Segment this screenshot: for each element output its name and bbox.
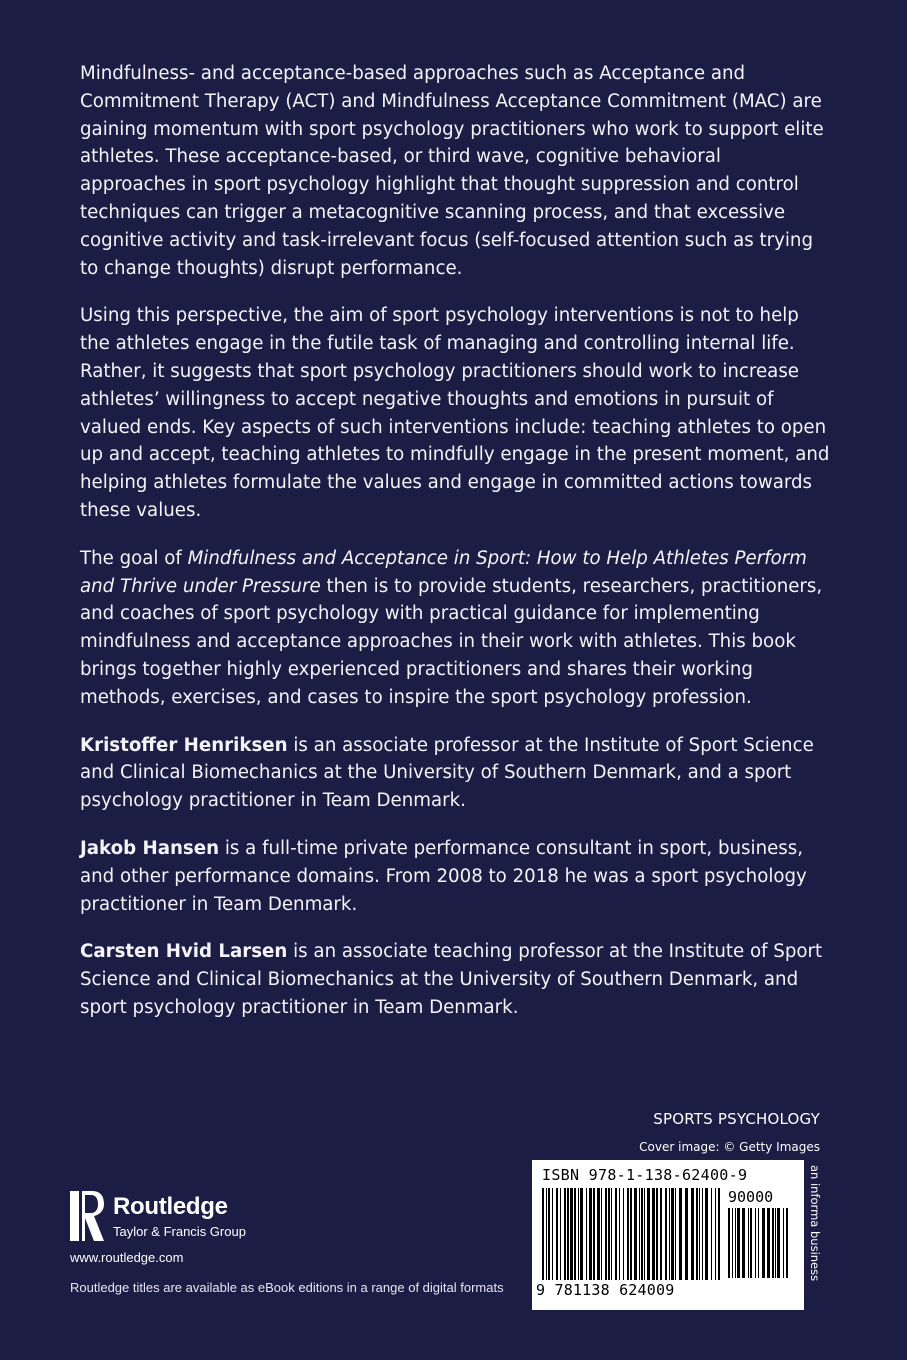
barcode-bar xyxy=(593,1188,595,1280)
barcode-bar xyxy=(767,1208,770,1278)
publisher-group: Taylor & Francis Group xyxy=(113,1224,246,1239)
barcode-bar xyxy=(660,1188,662,1280)
perspective-paragraph: Using this perspective, the aim of sport psychology interventions is not to help the athletes engage in the futile task of managing and controlling internal life. Rather, it suggests that sport psychology practitioners should work to increase athletes’ willingness to accept negative thoughts and emotions in pursuit of valued ends. Key aspects of such interventions include: teaching athletes to open up and accept, teaching athletes to mindfully engage in the present moment, and helping athletes formulate the values and engage in committed actions towards these values. xyxy=(80,305,830,521)
barcode-bar xyxy=(623,1188,624,1280)
barcode-bar xyxy=(762,1208,765,1278)
barcode-bar xyxy=(772,1208,774,1278)
barcode-bar xyxy=(675,1188,676,1280)
barcode-bar xyxy=(715,1188,716,1280)
barcode-bar xyxy=(560,1188,561,1280)
barcode-bar xyxy=(589,1188,592,1280)
barcode-bar xyxy=(552,1188,553,1280)
barcode-bar xyxy=(711,1188,712,1280)
barcode-bar xyxy=(597,1188,600,1280)
barcode-bar xyxy=(679,1188,682,1280)
barcode-bar xyxy=(564,1188,566,1280)
barcode-bar xyxy=(775,1208,776,1278)
barcode-bar xyxy=(630,1188,632,1280)
barcode-bar xyxy=(611,1188,612,1280)
isbn-barcode xyxy=(532,1160,804,1310)
barcode-bar xyxy=(601,1188,602,1280)
barcode-bar xyxy=(627,1188,629,1280)
barcode-bar xyxy=(755,1208,756,1278)
isbn-number: ISBN 978-1-138-62400-9 xyxy=(542,1166,748,1184)
author-bio-hansen: Jakob Hansen is a full-time private performance consultant in sport, business, and other performance domains. From 2008 to 2018 he was a sport psychology practitioner in Team Denmark. xyxy=(80,837,807,915)
barcode-bar xyxy=(691,1188,694,1280)
barcode-bar xyxy=(750,1208,752,1278)
barcode-bar xyxy=(696,1188,698,1280)
barcode-bar xyxy=(652,1188,655,1280)
barcode-bar xyxy=(586,1188,587,1280)
barcode-bar xyxy=(742,1208,745,1278)
barcode-bar xyxy=(671,1188,674,1280)
barcode-bar xyxy=(748,1208,749,1278)
barcode-bar xyxy=(705,1188,708,1280)
barcode-bar xyxy=(728,1208,730,1278)
barcode-bar xyxy=(783,1208,784,1278)
routledge-logo-icon xyxy=(70,1191,104,1241)
barcode-bar xyxy=(786,1208,788,1278)
subject-category: SPORTS PSYCHOLOGY xyxy=(653,1110,820,1128)
ebook-note: Routledge titles are available as eBook editions in a range of digital formats xyxy=(70,1280,504,1295)
author-name: Carsten Hvid Larsen xyxy=(80,941,288,963)
barcode-bar xyxy=(656,1188,658,1280)
barcode-bar xyxy=(542,1188,544,1280)
barcode-bar xyxy=(685,1188,688,1280)
barcode-bar xyxy=(718,1188,720,1280)
barcode-bar xyxy=(634,1188,637,1280)
barcode-bar xyxy=(580,1188,583,1280)
intro-paragraph: Mindfulness- and acceptance-based approaches such as Acceptance and Commitment Therapy (ACT) and Mindfulness Acceptance Commitment (MAC) are gaining momentum with sport psychology practitioners who work to support elite athletes. These acceptance-based, or third wave, cognitive behavioral approaches in sport psychology highlight that thought suppression and control techniques can trigger a metacognitive scanning process, and that excessive cognitive activity and task-irrelevant focus (self-focused attention such as trying to change thoughts) disrupt performance. xyxy=(80,63,824,279)
author-name: Jakob Hansen xyxy=(80,837,220,859)
barcode-bar xyxy=(605,1188,607,1280)
barcode-bar xyxy=(570,1188,573,1280)
barcode-bar xyxy=(735,1208,736,1278)
author-name: Kristoffer Henriksen xyxy=(80,734,288,756)
barcode-bar xyxy=(777,1208,780,1278)
back-cover-text xyxy=(80,60,832,1042)
barcode-bar xyxy=(641,1188,643,1280)
barcode-bar xyxy=(732,1208,733,1278)
barcode-bar xyxy=(737,1208,740,1278)
barcode-bar xyxy=(699,1188,700,1280)
book-title: Mindfulness and Acceptance in Sport: How to Help Athletes Perform and Thrive under Pressure xyxy=(80,547,807,597)
goal-paragraph: The goal of Mindfulness and Acceptance in Sport: How to Help Athletes Perform and Thrive under Pressure then is to provide students, researchers, practitioners, and coaches of sport psychology with practical guidance for implementing mindfulness and acceptance approaches in their work with athletes. This book brings together highly experienced practitioners and shares their working methods, exercises, and cases to inspire the sport psychology profession. xyxy=(80,547,823,708)
barcode-bar xyxy=(546,1188,547,1280)
barcode-bar xyxy=(619,1188,620,1280)
author-bio-henriksen: Kristoffer Henriksen is an associate professor at the Institute of Sport Science and Clinical Biomechanics at the University of Southern Denmark, and a sport psychology practitioner in Team Denmark. xyxy=(80,734,814,812)
barcode-bar xyxy=(556,1188,558,1280)
barcode-bar xyxy=(567,1188,569,1280)
barcode-bar xyxy=(615,1188,617,1280)
publisher-name: Routledge xyxy=(113,1193,228,1220)
barcode-bar xyxy=(574,1188,576,1280)
barcode-bar xyxy=(578,1188,579,1280)
barcode-bar xyxy=(608,1188,610,1280)
barcode-bar xyxy=(669,1188,670,1280)
informa-tagline: an informa business xyxy=(808,1165,822,1282)
publisher-website[interactable]: www.routledge.com xyxy=(70,1250,184,1265)
barcode-digits: 9 781138 624009 xyxy=(536,1281,675,1299)
author-bio-larsen: Carsten Hvid Larsen is an associate teaching professor at the Institute of Sport Science and Clinical Biomechanics at the University of Southern Denmark, and sport psychology practitioner in Team Denmark. xyxy=(80,941,823,1018)
barcode-bar xyxy=(548,1188,550,1280)
barcode-bar xyxy=(758,1208,759,1278)
barcode-bar xyxy=(702,1188,703,1280)
price-code: 90000 xyxy=(728,1188,774,1206)
cover-image-credit: Cover image: © Getty Images xyxy=(639,1140,820,1154)
barcode-bar xyxy=(647,1188,650,1280)
barcode-bar xyxy=(665,1188,667,1280)
barcode-bar xyxy=(644,1188,645,1280)
barcode-bar xyxy=(639,1188,640,1280)
